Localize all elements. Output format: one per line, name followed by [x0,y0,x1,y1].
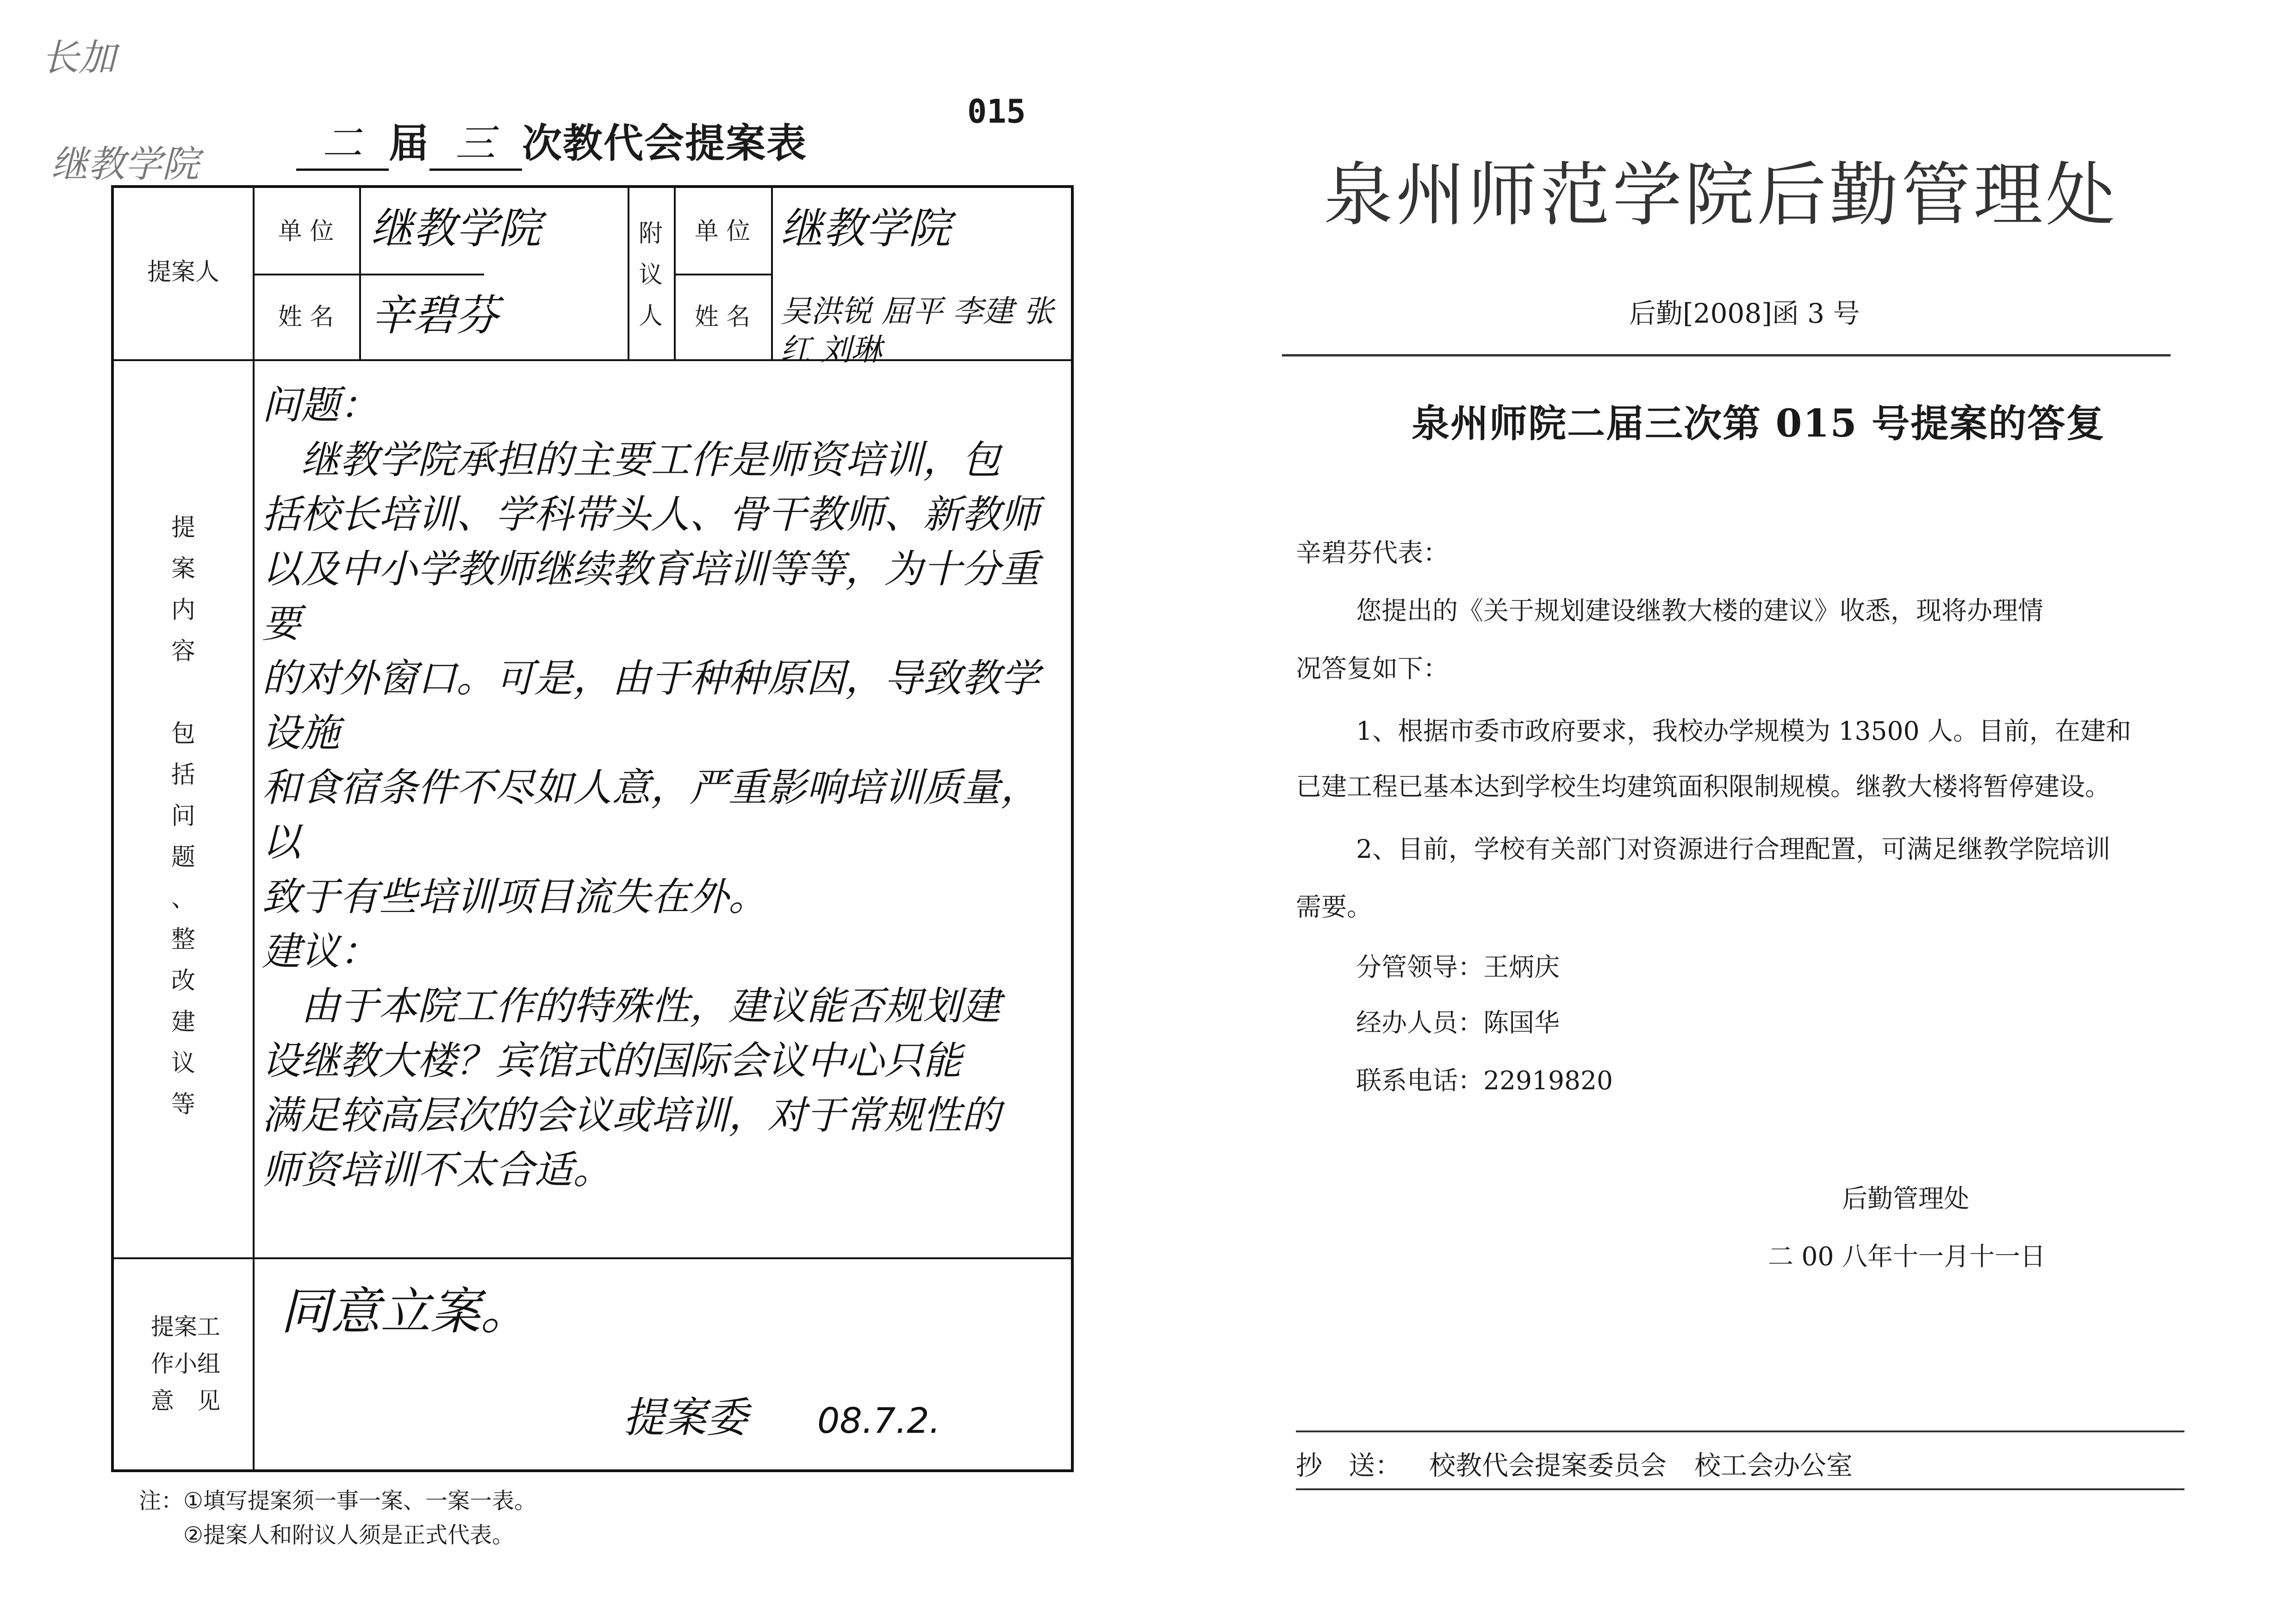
proposal-content: 问题： 继教学院承担的主要工作是师资培训，包 括校长培训、学科带头人、骨干教师、新教师 以及中小学教师继续教育培训等等，为十分重要 的对外窗口。可是，由于种种原因，导致教学设施 和食宿条件不尽如人意，严重影响培训质量，以 致于有些培训项目流失在外。 建议： 由于本院工作的特殊性，建议能否规划建 设继教大楼？宾馆式的国际会议中心只能 满足较高层次的会议或培训，对于常规性的 师资培训不太合适。 [262,382,1040,1193]
content-label-top: 提 案 内 容 [171,514,195,665]
column-divider [253,188,255,1469]
reply-title: 泉州师院二届三次第 015 号提案的答复 [1412,401,2105,446]
title-meeting-suffix: 次教代会提案表 [522,120,807,167]
proposer-name: 辛碧芬 [371,291,499,340]
unit-label: 单 位 [278,218,334,245]
co-proposer-unit: 继教学院 [780,204,951,253]
org-name: 泉州师范学院后勤管理处 [1324,155,2118,236]
phone: 联系电话：22919820 [1356,1066,1613,1095]
co-name-label: 姓 名 [694,303,751,331]
column-divider [628,188,629,359]
body-line-5: 2、目前，学校有关部门对资源进行合理配置，可满足继教学院培训 [1356,834,2110,864]
row-divider [114,1257,1071,1259]
corner-scribble: 长加 [42,36,116,79]
cc-label: 抄 送： [1296,1450,1401,1481]
handler: 经办人员：陈国华 [1356,1008,1560,1037]
cc-top-rule [1296,1430,2184,1432]
title-meeting: 三 [429,111,522,171]
co-unit-label: 单 位 [694,218,751,245]
form-number: 015 [967,93,1026,131]
proposer-label: 提案人 [147,258,219,286]
title-session-suffix: 届 [389,120,429,167]
column-divider [674,188,676,359]
cc-target: 校工会办公室 [1694,1450,1853,1481]
title-session: 二 [296,111,389,171]
header-rule [1282,354,2171,356]
content-label-bottom: 包 括 问 题 、 整 改 建 议 等 [171,720,195,1118]
body-line-2: 况答复如下： [1296,654,1449,683]
doc-number: 后勤[2008]函 3 号 [1629,298,1860,329]
sign-org: 后勤管理处 [1842,1184,1970,1213]
body-line-4: 已建工程已基本达到学校生均建筑面积限制规模。继教大楼将暂停建设。 [1296,772,2111,801]
salutation: 辛碧芬代表： [1296,538,1449,568]
column-divider [771,188,773,359]
body-line-6: 需要。 [1296,892,1373,922]
cc-line [1296,1444,1880,1482]
reply-letter-page [1148,0,2296,1624]
row-divider [253,274,484,275]
row-divider [674,274,771,275]
sign-date: 二 00 八年十一月十一日 [1768,1242,2046,1271]
opinion-signature: 提案委 [623,1393,748,1442]
name-label: 姓 名 [278,303,334,331]
form-notes: 注：①填写提案须一事一案、一案一表。 ②提案人和附议人须是正式代表。 [139,1488,537,1549]
opinion-label: 提案工 作小组 意 见 [151,1313,220,1414]
opinion-text: 同意立案。 [280,1283,531,1341]
leader: 分管领导：王炳庆 [1356,952,1560,982]
body-line-3: 1、根据市委市政府要求，我校办学规模为 13500 人。目前，在建和 [1356,716,2131,746]
opinion-date: 08.7.2. [817,1400,940,1441]
proposer-unit: 继教学院 [371,204,541,253]
corner-scribble-2: 继教学院 [51,143,199,186]
co-proposer-label: 附 议 人 [638,220,663,330]
form-title [296,111,807,171]
column-divider [359,188,361,359]
cc-target: 校教代会提案委员会 [1429,1450,1667,1481]
proposal-table [111,185,1074,1472]
body-line-1: 您提出的《关于规划建设继教大楼的建议》收悉，现将办理情 [1356,596,2044,625]
co-proposer-names: 吴洪锐 屈平 李建 张红 刘琳 [780,294,1054,368]
cc-bottom-rule [1296,1488,2184,1490]
